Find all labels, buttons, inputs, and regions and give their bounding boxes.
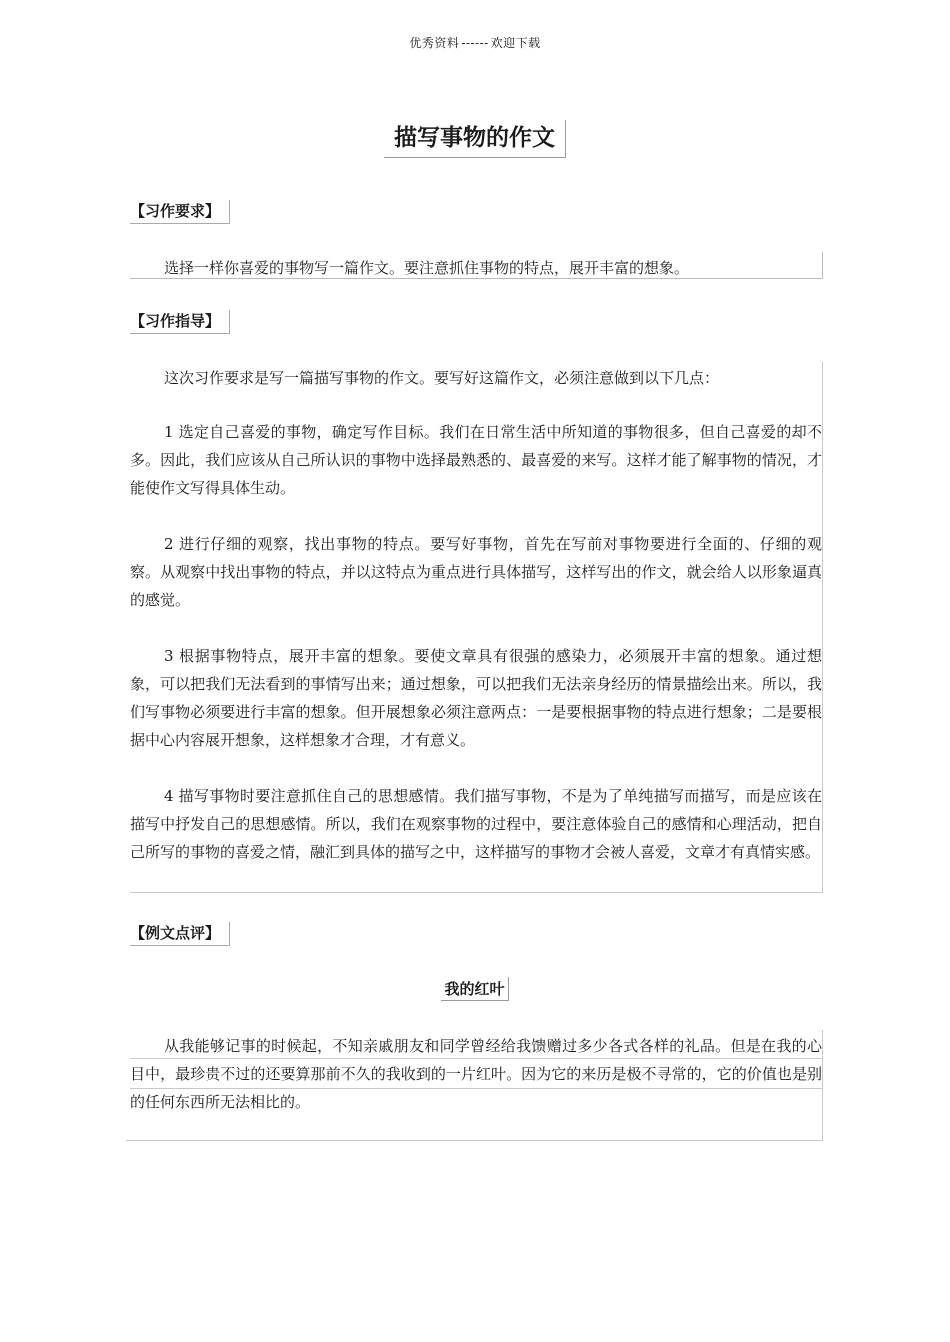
section-label-guidance: 【习作指导】 [130,310,230,334]
page-header [0,34,950,51]
section-label-requirement: 【习作要求】 [130,200,230,224]
guidance-border [822,362,823,892]
requirement-text: 选择一样你喜爱的事物写一篇作文。要注意抓住事物的特点，展开丰富的想象。 [164,259,690,277]
header-left: 优秀资料 [409,36,460,50]
guidance-point-4: 4 描写事物时要注意抓住自己的思想感情。我们描写事物，不是为了单纯描写而描写，而是应该在描写中抒发自己的思想感情。所以，我们在观察事物的过程中，要注意体验自己的感情和心理活动，把自己所写的事物的喜爱之情，融汇到具体的描写之中，这样描写的事物才会被人喜爱，文章才有真情实感。 [130,787,822,861]
section-label-example: 【例文点评】 [130,922,230,946]
guidance-point-2: 2 进行仔细的观察，找出事物的特点。要写好事物，首先在写前对事物要进行全面的、仔细的观察。从观察中找出事物的特点，并以这特点为重点进行具体描写，这样写出的作文，就会给人以形象逼真的感觉。 [130,535,822,609]
example-text: 从我能够记事的时候起，不知亲戚朋友和同学曾经给我馈赠过多少各式各样的礼品。但是在我的心目中，最珍贵不过的还要算那前不久的我收到的一片红叶。因为它的来历是极不寻常的，它的价值也是别的任何东西所无法相比的。 [130,1037,822,1111]
page-title: 描写事物的作文 [384,120,566,158]
guidance-intro: 这次习作要求是写一篇描写事物的作文。要写好这篇作文，必须注意做到以下几点： [164,369,720,387]
header-right: 欢迎下载 [490,36,541,50]
header-separator: ------ [461,36,489,50]
example-border [822,1030,823,1140]
guidance-point-3: 3 根据事物特点，展开丰富的想象。要使文章具有很强的感染力，必须展开丰富的想象。通过想象，可以把我们无法看到的事情写出来；通过想象，可以把我们无法亲身经历的情景描绘出来。所以，我们写事物必须要进行丰富的想象。但开展想象必须注意两点：一是要根据事物的特点进行想象；二是要根据中心内容展开想象，这样想象才合理，才有意义。 [130,647,822,749]
example-subtitle: 我的红叶 [441,977,509,1001]
guidance-point-1: 1 选定自己喜爱的事物，确定写作目标。我们在日常生活中所知道的事物很多，但自己喜爱的却不多。因此，我们应该从自己所认识的事物中选择最熟悉的、最喜爱的来写。这样才能了解事物的情况，才能使作文写得具体生动。 [130,423,822,497]
guidance-bottom-rule [130,892,823,893]
example-rule-3 [126,1140,823,1141]
